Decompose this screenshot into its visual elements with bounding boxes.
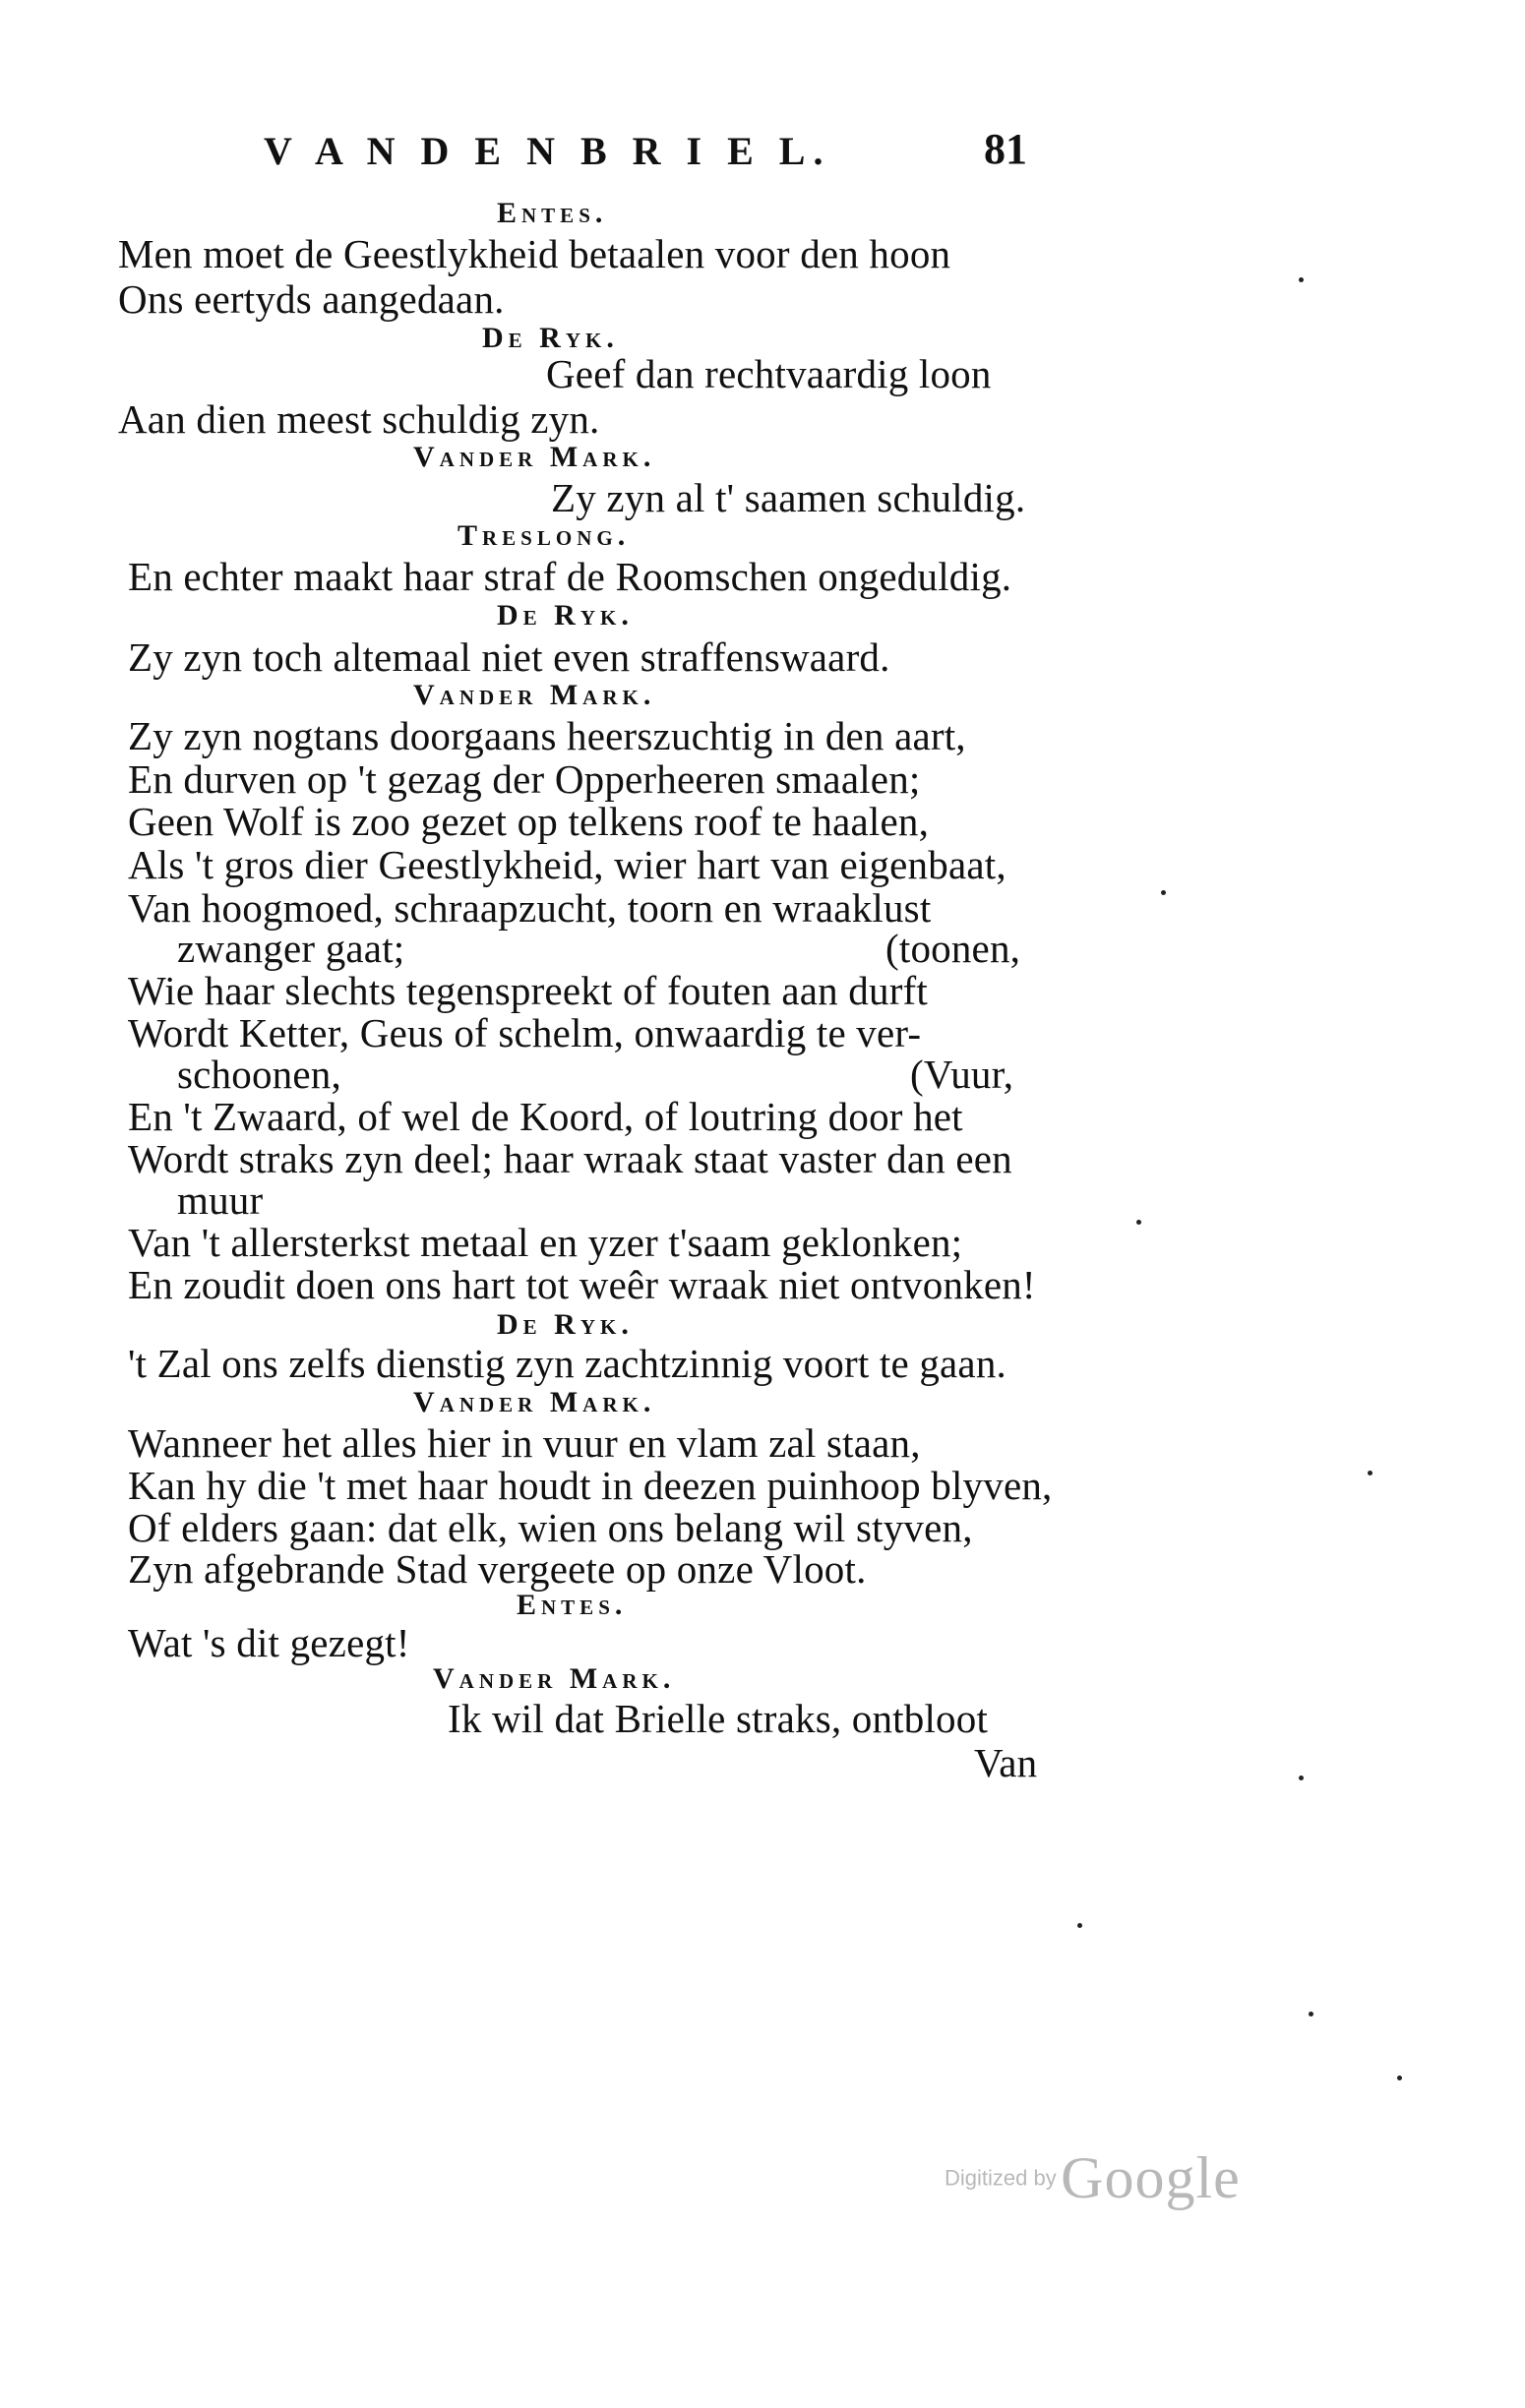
ink-speck: [1397, 2076, 1402, 2080]
verse-line: zwanger gaat;: [177, 926, 405, 971]
ink-speck: [1299, 1776, 1304, 1780]
ink-speck: [1136, 1220, 1141, 1225]
verse-line: Ons eertyds aangedaan.: [118, 276, 505, 322]
verse-line: En zoudit doen ons hart tot weêr wraak niet ontvonken!: [128, 1262, 1036, 1307]
verse-line: Van 't allersterkst metaal en yzer t'saam geklonken;: [128, 1220, 963, 1265]
verse-line: Wie haar slechts tegenspreekt of fouten aan durft: [128, 968, 929, 1013]
verse-line: Geef dan rechtvaardig loon: [546, 351, 992, 396]
verse-line-turnover: (Vuur,: [910, 1052, 1014, 1097]
page-number: 81: [984, 125, 1027, 173]
verse-line: Ik wil dat Brielle straks, ontbloot: [448, 1696, 989, 1741]
verse-line: Zy zyn al t' saamen schuldig.: [551, 475, 1026, 520]
running-title: V A N D E N B R I E L.: [264, 129, 831, 173]
digitized-watermark: [945, 2144, 1241, 2212]
watermark-brand: Google: [1061, 2145, 1241, 2210]
watermark-prefix: Digitized by: [945, 2165, 1057, 2191]
speaker-label: Vander Mark.: [413, 441, 656, 473]
verse-line: Geen Wolf is zoo gezet op telkens roof te haalen,: [128, 799, 930, 844]
verse-line: Aan dien meest schuldig zyn.: [118, 396, 600, 442]
ink-speck: [1161, 890, 1166, 895]
verse-line-turnover: (toonen,: [885, 926, 1021, 971]
verse-line: 't Zal ons zelfs dienstig zyn zachtzinnig voort te gaan.: [128, 1341, 1006, 1386]
verse-line: Als 't gros dier Geestlykheid, wier hart van eigenbaat,: [128, 842, 1006, 887]
verse-line: Men moet de Geestlykheid betaalen voor den hoon: [118, 231, 951, 276]
speaker-label: De Ryk.: [497, 1308, 634, 1341]
verse-line: Kan hy die 't met haar houdt in deezen puinhoop blyven,: [128, 1463, 1053, 1508]
verse-line: Zyn afgebrande Stad vergeete op onze Vloot.: [128, 1546, 867, 1592]
verse-line: Wordt straks zyn deel; haar wraak staat vaster dan een: [128, 1136, 1012, 1181]
verse-line: Van hoogmoed, schraapzucht, toorn en wraaklust: [128, 885, 932, 931]
ink-speck: [1299, 277, 1304, 282]
speaker-label: Vander Mark.: [413, 1386, 656, 1418]
speaker-label: Vander Mark.: [433, 1662, 676, 1695]
speaker-label: Entes.: [517, 1589, 628, 1621]
verse-line: Zy zyn toch altemaal niet even straffenswaard.: [128, 634, 890, 680]
verse-line: muur: [177, 1177, 264, 1223]
verse-line: schoonen,: [177, 1052, 341, 1097]
verse-line: Wat 's dit gezegt!: [128, 1620, 410, 1665]
verse-line: Wanneer het alles hier in vuur en vlam zal staan,: [128, 1420, 921, 1466]
ink-speck: [1077, 1923, 1082, 1928]
verse-line: En durven op 't gezag der Opperheeren smaalen;: [128, 756, 921, 802]
ink-speck: [1368, 1471, 1372, 1475]
speaker-label: Treslong.: [458, 519, 631, 552]
speaker-label: De Ryk.: [497, 599, 634, 632]
verse-line: En echter maakt haar straf de Roomschen ongeduldig.: [128, 554, 1012, 599]
verse-line: Of elders gaan: dat elk, wien ons belang wil styven,: [128, 1505, 973, 1550]
ink-speck: [1309, 2012, 1313, 2017]
verse-line: Wordt Ketter, Geus of schelm, onwaardig te ver-: [128, 1010, 922, 1055]
speaker-label: Vander Mark.: [413, 679, 656, 711]
speaker-label: Entes.: [497, 197, 608, 229]
verse-line: Zy zyn nogtans doorgaans heerszuchtig in den aart,: [128, 713, 966, 758]
verse-line: En 't Zwaard, of wel de Koord, of loutring door het: [128, 1094, 963, 1139]
speaker-label: De Ryk.: [482, 322, 619, 354]
catchword: Van: [974, 1740, 1038, 1785]
